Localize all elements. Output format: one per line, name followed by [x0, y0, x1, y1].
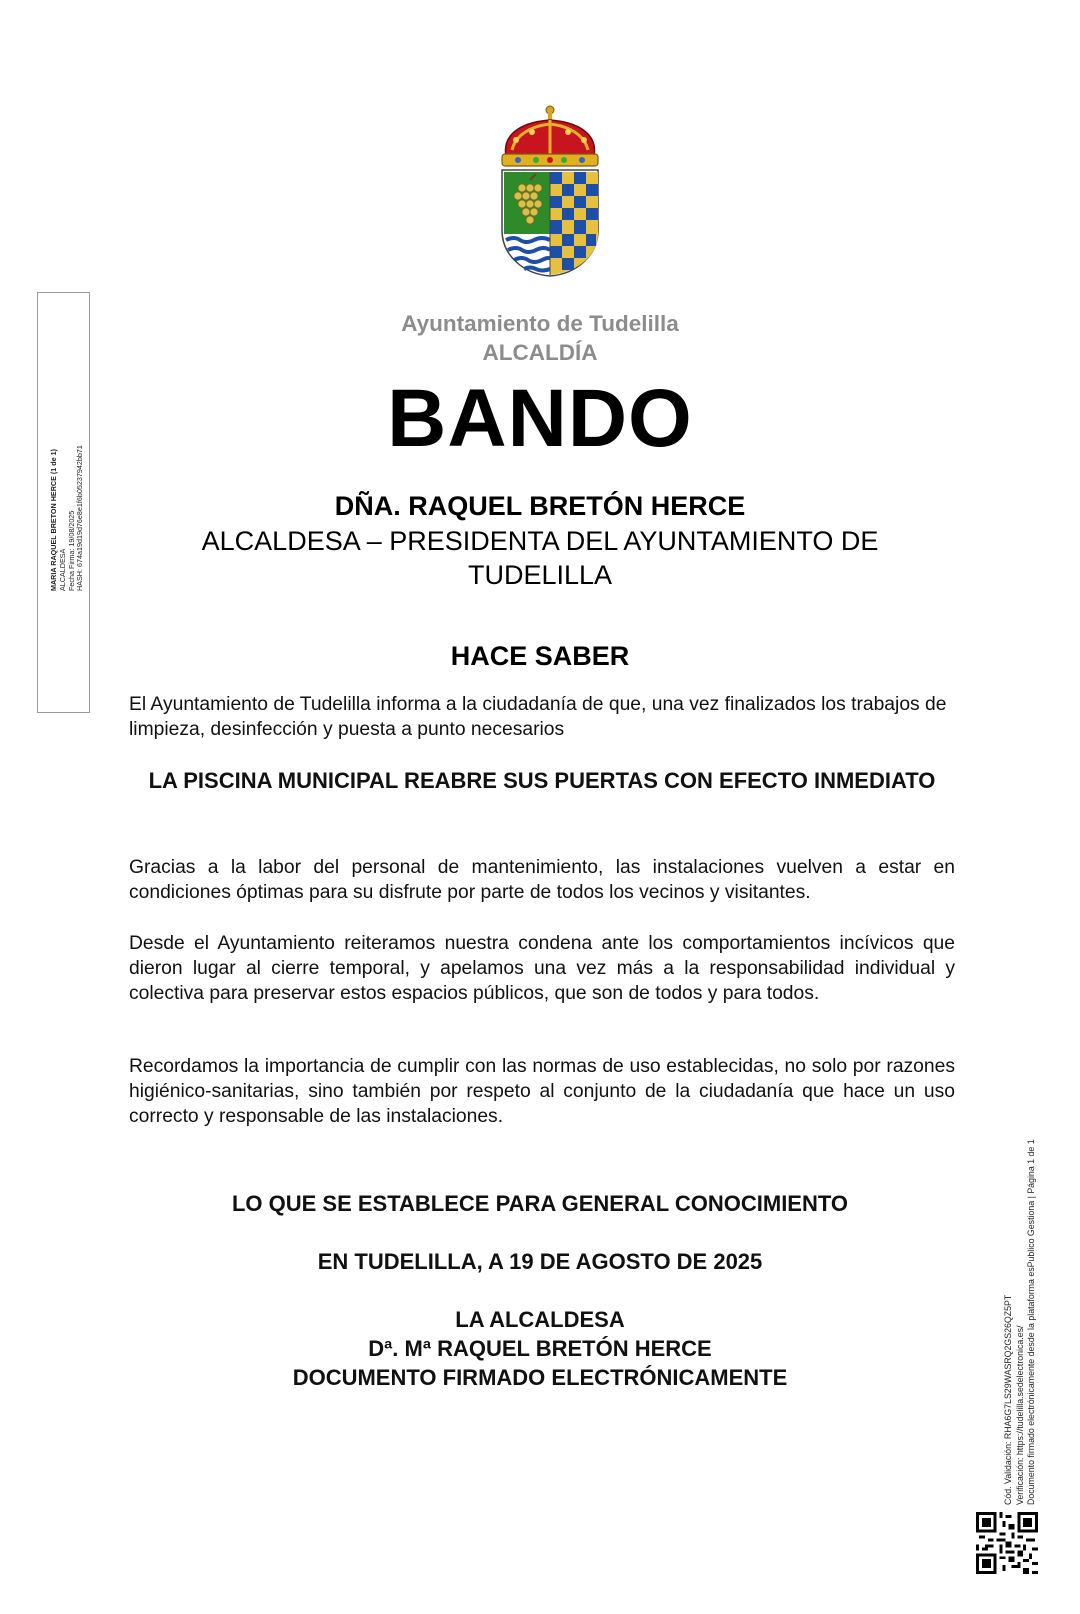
verification-platform: Documento firmado electrónicamente desde la plataforma esPublico Gestiona | Página 1 de 1 [1026, 1139, 1036, 1505]
place-date-line: EN TUDELILLA, A 19 DE AGOSTO DE 2025 [317, 1249, 763, 1274]
stamp-position: ALCALDESA [57, 548, 67, 591]
qr-code-icon [976, 1512, 1038, 1574]
stamp-signer: MARIA RAQUEL BRETON HERCE (1 de 1) [49, 448, 58, 591]
body-paragraph: Recordamos la importancia de cumplir con las normas de uso establecidas, no solo por razones higiénico-sanitarias, sino también por respeto al conjunto de la ciudadanía que hace un uso correcto y responsable de las instalaciones. [129, 1056, 955, 1127]
mayor-name: DÑA. RAQUEL BRETÓN HERCE [334, 491, 746, 521]
announcement-heading: LA PISCINA MUNICIPAL REABRE SUS PUERTAS CON EFECTO INMEDIATO [148, 768, 936, 793]
mayor-role: ALCALDESA – PRESIDENTA DEL AYUNTAMIENTO DE TUDELILLA [201, 526, 879, 590]
signer-title: LA ALCALDESA [455, 1307, 625, 1332]
verification-code: Cód. Validación: RHA6G7LS29WASRQ2GS26QZ5PT [1003, 1294, 1013, 1505]
council-name: Ayuntamiento de Tudelilla [401, 311, 679, 336]
general-knowledge-line: LO QUE SE ESTABLECE PARA GENERAL CONOCIMIENTO [231, 1191, 849, 1216]
intro-paragraph: El Ayuntamiento de Tudelilla informa a la ciudadanía de que, una vez finalizados los trabajos de limpieza, desinfección y puesta a punto necesarios [129, 694, 947, 740]
stamp-hash: HASH: 674a19d19d76e8e1f6b05237942bb71 [75, 445, 85, 591]
verification-text [1003, 1025, 1043, 1505]
signed-note: DOCUMENTO FIRMADO ELECTRÓNICAMENTE [292, 1365, 788, 1390]
signer-name: Dª. Mª RAQUEL BRETÓN HERCE [368, 1336, 712, 1361]
body-paragraph: Desde el Ayuntamiento reiteramos nuestra condena ante los comportamientos incívicos que dieron lugar al cierre temporal, y apelamos una vez más a la responsabilidad individual y colectiva para preservar estos espacios públicos, que son de todos y para todos. [129, 933, 955, 1004]
hace-saber-heading: HACE SABER [450, 641, 630, 671]
verification-url: Verificación: https://tudelilla.sedelectronica.es/ [1014, 1325, 1025, 1505]
office-name: ALCALDÍA [482, 340, 598, 365]
stamp-date: Fecha Firma: 19/08/2025 [66, 510, 76, 591]
document-title: BANDO [387, 373, 693, 464]
coat-of-arms-icon [492, 104, 608, 280]
body-paragraph: Gracias a la labor del personal de mantenimiento, las instalaciones vuelven a estar en condiciones óptimas para su disfrute por parte de todos los vecinos y visitantes. [129, 857, 955, 903]
